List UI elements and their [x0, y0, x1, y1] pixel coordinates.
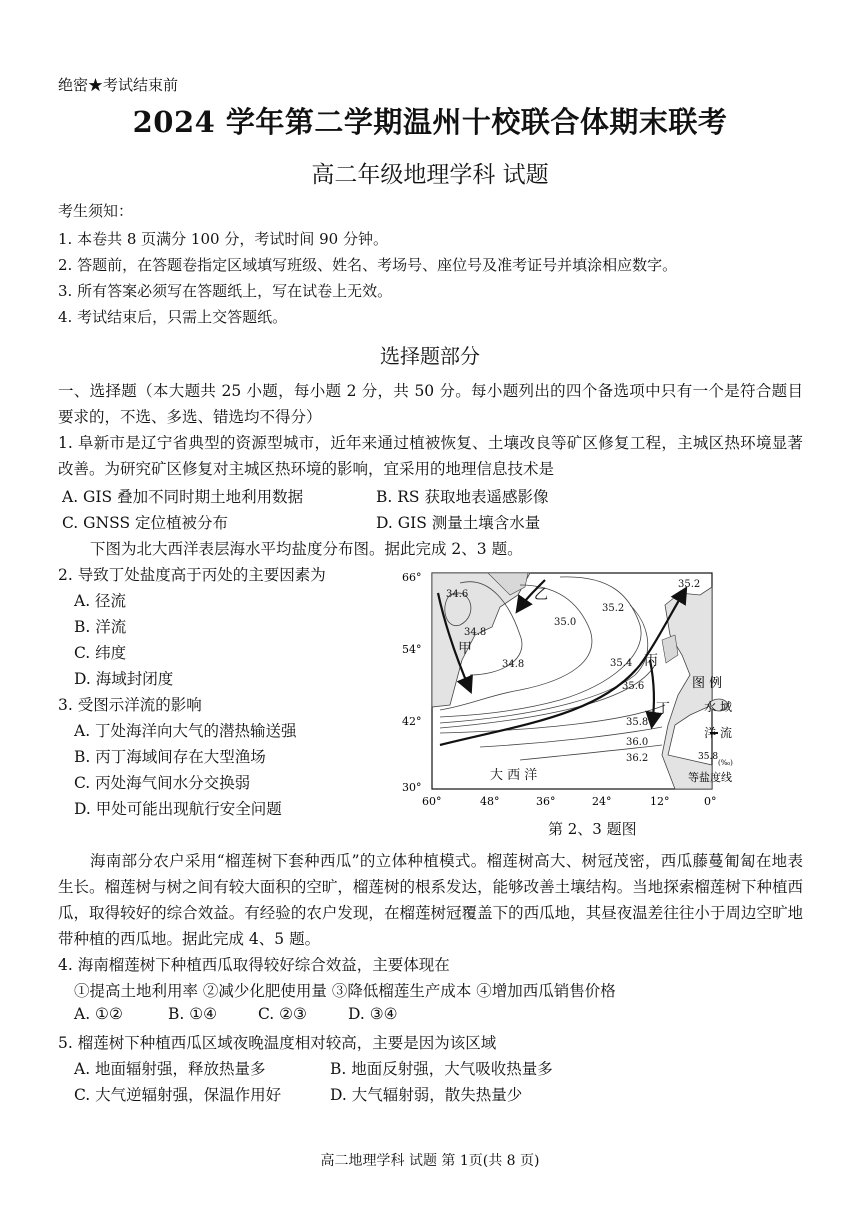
notice-heading: 考生须知： [58, 202, 134, 220]
place-label-jia: 甲 [458, 641, 472, 657]
q5-option-c: C. 大气逆辐射强，保温作用好 [74, 1086, 282, 1104]
q5-option-b: B. 地面反射强，大气吸收热量多 [330, 1060, 553, 1078]
instructions: 一、选择题（本大题共 25 小题，每小题 2 分，共 50 分。每小题列出的四个备选项中只有一个是符合题目要求的，不选、多选、错选均不得分） [58, 382, 803, 426]
isohaline-label: 35.4 [610, 658, 633, 669]
q1-option-d: D. GIS 测量土壤含水量 [376, 514, 541, 532]
exam-subtitle: 高二年级地理学科 试题 [311, 162, 549, 188]
q4-option-a: A. ①② [74, 1005, 123, 1023]
lon-label: 60° [422, 795, 442, 808]
ocean-label: 大 西 洋 [490, 768, 538, 783]
q3-option-a: A. 丁处海洋向大气的潜热输送强 [74, 722, 297, 740]
q5-option-d: D. 大气辐射弱，散失热量少 [330, 1086, 523, 1104]
isohaline-label: 34.8 [464, 627, 487, 638]
q3-option-d: D. 甲处可能出现航行安全问题 [74, 800, 282, 818]
salinity-map-svg [400, 565, 733, 810]
q2-option-d: D. 海域封闭度 [74, 670, 174, 688]
legend-isohaline-unit: (‰) [718, 759, 733, 767]
isohaline-label: 36.0 [626, 737, 649, 748]
legend-current-label: 洋 流 [704, 726, 732, 740]
lat-label: 42° [402, 715, 422, 728]
lon-label: 0° [704, 795, 717, 808]
place-label-yi: 乙 [534, 587, 548, 603]
q1-option-a: A. GIS 叠加不同时期土地利用数据 [62, 488, 304, 506]
q3-option-b: B. 丙丁海域间存在大型渔场 [74, 748, 266, 766]
salinity-map [400, 565, 733, 810]
lon-label: 24° [592, 795, 612, 808]
lat-label: 54° [402, 643, 422, 656]
q5-option-a: A. 地面辐射强，释放热量多 [74, 1060, 266, 1078]
isohaline-label: 36.2 [626, 753, 649, 764]
question-3-stem: 3. 受图示洋流的影响 [58, 696, 202, 714]
lon-label: 48° [480, 795, 500, 808]
legend-isohaline-value: 35.8 [698, 752, 719, 762]
question-5-stem: 5. 榴莲树下种植西瓜区域夜晚温度相对较高，主要是因为该区域 [58, 1034, 497, 1052]
q2-option-a: A. 径流 [74, 592, 127, 610]
notice-item: 1. 本卷共 8 页满分 100 分，考试时间 90 分钟。 [58, 230, 388, 248]
map-caption: 第 2、3 题图 [548, 820, 637, 838]
place-label-ding: 丁 [656, 701, 670, 717]
question-1-stem: 1. 阜新市是辽宁省典型的资源型城市，近年来通过植被恢复、土壤改良等矿区修复工程，主城区热环境显著改善。为研究矿区修复对主城区热环境的影响，宜采用的地理信息技术是 [58, 434, 803, 478]
isohaline-label: 35.2 [602, 603, 625, 614]
lon-label: 12° [650, 795, 670, 808]
isohaline-label: 35.2 [678, 579, 701, 590]
question-4-stem: 4. 海南榴莲树下种植西瓜取得较好综合效益，主要体现在 [58, 956, 450, 974]
notice-item: 3. 所有答案必须写在答题纸上，写在试卷上无效。 [58, 282, 393, 300]
isohaline-label: 35.8 [626, 717, 649, 728]
lon-label: 36° [536, 795, 556, 808]
q2-option-b: B. 洋流 [74, 618, 127, 636]
q3-option-c: C. 丙处海气间水分交换弱 [74, 774, 251, 792]
passage-4-5: 海南部分农户采用“榴莲树下套种西瓜”的立体种植模式。榴莲树高大、树冠茂密，西瓜藤蔓匍匐在地表生长。榴莲树与树之间有较大面积的空旷，榴莲树的根系发达，能够改善土壤结构。当地探索榴莲树下种植西瓜，取得较好的综合效益。有经验的农户发现，在榴莲树冠覆盖下的西瓜地，其昼夜温差往往小于周边空旷地带种植的西瓜地。据此完成 4、5 题。 [58, 852, 803, 948]
place-label-bing: 丙 [644, 653, 658, 669]
isohaline-label: 34.8 [502, 659, 525, 670]
q4-choices: ①提高土地利用率 ②减少化肥使用量 ③降低榴莲生产成本 ④增加西瓜销售价格 [74, 982, 616, 1000]
question-2-stem: 2. 导致丁处盐度高于丙处的主要因素为 [58, 566, 326, 584]
notice-item: 2. 答题前，在答题卷指定区域填写班级、姓名、考场号、座位号及准考证号并填涂相应数字。 [58, 256, 678, 274]
legend-water-label: 水 域 [704, 700, 732, 714]
isohaline-label: 35.6 [622, 681, 645, 692]
exam-title: 2024 学年第二学期温州十校联合体期末联考 [132, 105, 728, 139]
q1-option-b: B. RS 获取地表遥感影像 [376, 488, 549, 506]
page-footer: 高二地理学科 试题 第 1页(共 8 页) [320, 1153, 540, 1169]
q2-option-c: C. 纬度 [74, 644, 127, 662]
isohaline-label: 35.0 [554, 617, 577, 628]
q4-option-c: C. ②③ [258, 1005, 307, 1023]
notice-item: 4. 考试结束后，只需上交答题纸。 [58, 308, 288, 326]
section-title: 选择题部分 [380, 344, 480, 368]
lat-label: 30° [402, 781, 422, 794]
q1-option-c: C. GNSS 定位植被分布 [62, 514, 228, 532]
lat-label: 66° [402, 571, 422, 584]
legend-title: 图 例 [692, 676, 723, 691]
isohaline-label: 34.6 [446, 589, 469, 600]
q4-option-d: D. ③④ [348, 1005, 398, 1023]
q4-option-b: B. ①④ [168, 1005, 218, 1023]
legend-isohaline-label: 等盐度线 [688, 771, 732, 784]
map-intro: 下图为北大西洋表层海水平均盐度分布图。据此完成 2、3 题。 [90, 540, 523, 558]
secret-label: 绝密★考试结束前 [58, 76, 179, 94]
